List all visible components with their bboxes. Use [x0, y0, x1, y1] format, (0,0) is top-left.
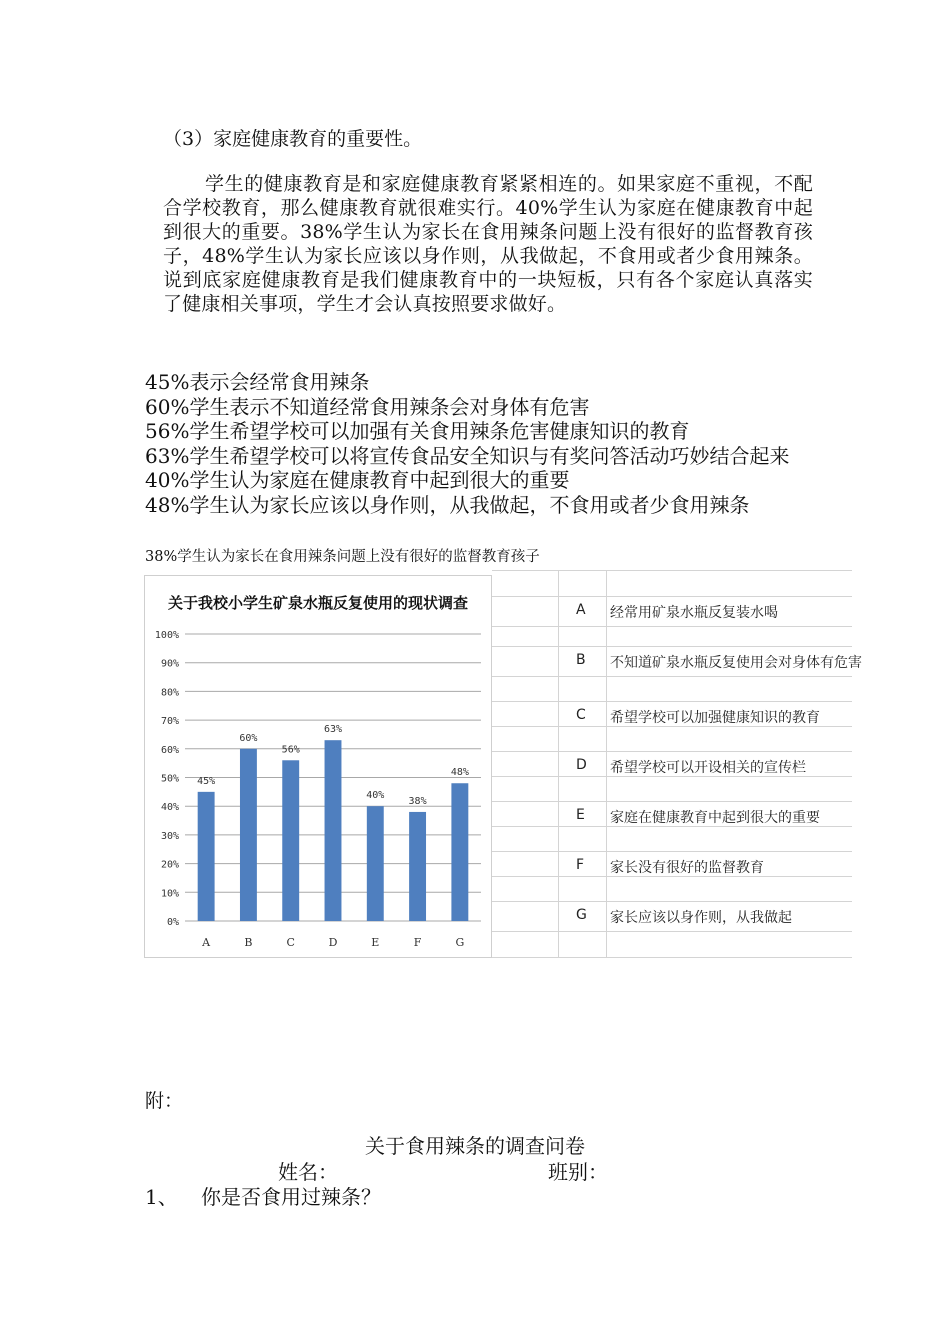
x-tick-label: C — [286, 936, 295, 949]
legend-description: 家长应该以身作则，从我做起 — [610, 910, 792, 926]
legend-description: 不知道矿泉水瓶反复使用会对身体有危害 — [610, 655, 862, 671]
legend-description: 家长没有很好的监督教育 — [610, 860, 764, 876]
x-tick-label: D — [328, 936, 338, 949]
summary-list — [145, 370, 825, 517]
question-item — [145, 1181, 381, 1210]
summary-line: 48%学生认为家长应该以身作则，从我做起，不食用或者少食用辣条 — [145, 492, 750, 517]
legend-letter: A — [576, 602, 586, 618]
data-label: 48% — [450, 767, 469, 779]
legend-letter: D — [576, 757, 587, 773]
y-tick-label: 0% — [166, 917, 179, 928]
section-heading: （3）家庭健康教育的重要性。 — [163, 128, 423, 150]
questionnaire-title: 关于食用辣条的调查问卷 — [365, 1134, 585, 1158]
y-tick-label: 10% — [160, 888, 179, 900]
legend-description: 家庭在健康教育中起到很大的重要 — [610, 810, 820, 826]
legend-description: 希望学校可以加强健康知识的教育 — [610, 710, 820, 726]
appendix-label: 附： — [145, 1090, 184, 1112]
legend-letter: F — [576, 857, 585, 873]
y-tick-label: 90% — [160, 658, 179, 670]
chart-plot — [145, 576, 491, 957]
bar — [198, 792, 215, 921]
y-tick-label: 50% — [160, 773, 179, 785]
legend-letter: E — [576, 807, 585, 823]
bar — [451, 783, 468, 921]
x-tick-label: F — [413, 936, 422, 949]
x-tick-label: B — [244, 936, 253, 949]
legend-row — [492, 851, 852, 881]
bar — [409, 812, 426, 921]
y-tick-label: 80% — [160, 687, 179, 699]
summary-line: 56%学生希望学校可以加强有关食用辣条危害健康知识的教育 — [145, 419, 690, 443]
y-tick-label: 100% — [154, 630, 179, 641]
bar — [240, 749, 257, 921]
legend-description: 希望学校可以开设相关的宣传栏 — [610, 760, 806, 776]
intro-paragraph: 学生的健康教育是和家庭健康教育紧紧相连的。如果家庭不重视，不配合学校教育，那么健康教育就很难实行。40%学生认为家庭在健康教育中起到很大的重要。38%学生认为家长在食用辣条问题上没有很好的监督教育孩子，48%学生认为家长应该以身作则，从我做起，不食用或者少食用辣条。说到底家庭健康教育是我们健康教育中的一块短板，只有各个家庭认真落实了健康相关事项，学生才会认真按照要求做好。 — [163, 173, 813, 315]
legend-row — [492, 701, 852, 731]
question-text: 你是否食用过辣条？ — [201, 1185, 381, 1209]
legend-description: 经常用矿泉水瓶反复装水喝 — [610, 605, 778, 621]
summary-line: 60%学生表示不知道经常食用辣条会对身体有危害 — [145, 394, 590, 419]
legend-table — [492, 570, 862, 958]
name-label: 姓名： — [278, 1160, 338, 1184]
data-label: 63% — [323, 724, 343, 736]
legend-row — [492, 801, 852, 831]
class-label: 班别： — [548, 1160, 608, 1184]
legend-row — [492, 596, 852, 626]
x-tick-label: G — [455, 936, 465, 949]
data-label: 40% — [366, 790, 385, 802]
y-tick-label: 60% — [160, 744, 179, 756]
legend-row — [492, 901, 852, 931]
legend-letter: G — [576, 907, 587, 923]
summary-line: 63%学生希望学校可以将宣传食品安全知识与有奖问答活动巧妙结合起来 — [145, 443, 790, 468]
summary-small-line: 38%学生认为家长在食用辣条问题上没有很好的监督教育孩子 — [145, 549, 540, 565]
summary-line: 40%学生认为家庭在健康教育中起到很大的重要 — [145, 468, 570, 492]
y-tick-label: 30% — [160, 830, 179, 842]
x-tick-label: A — [202, 936, 211, 949]
legend-letter: C — [576, 707, 586, 723]
y-tick-label: 70% — [160, 716, 179, 728]
bar — [325, 740, 342, 921]
chart-title: 关于我校小学生矿泉水瓶反复使用的现状调查 — [167, 594, 468, 612]
legend-row — [492, 751, 852, 781]
y-tick-label: 20% — [160, 859, 179, 871]
data-label: 45% — [197, 775, 216, 787]
bar — [282, 760, 299, 921]
data-label: 38% — [408, 795, 427, 807]
data-label: 56% — [281, 744, 300, 756]
question-number: 1、 — [145, 1185, 178, 1209]
summary-line: 45%表示会经常食用辣条 — [145, 370, 370, 394]
y-tick-label: 40% — [160, 802, 179, 814]
bar-chart — [144, 575, 492, 958]
legend-letter: B — [576, 652, 586, 668]
x-tick-label: E — [371, 936, 380, 949]
bar — [367, 806, 384, 921]
data-label: 60% — [239, 732, 258, 744]
legend-row — [492, 646, 862, 676]
